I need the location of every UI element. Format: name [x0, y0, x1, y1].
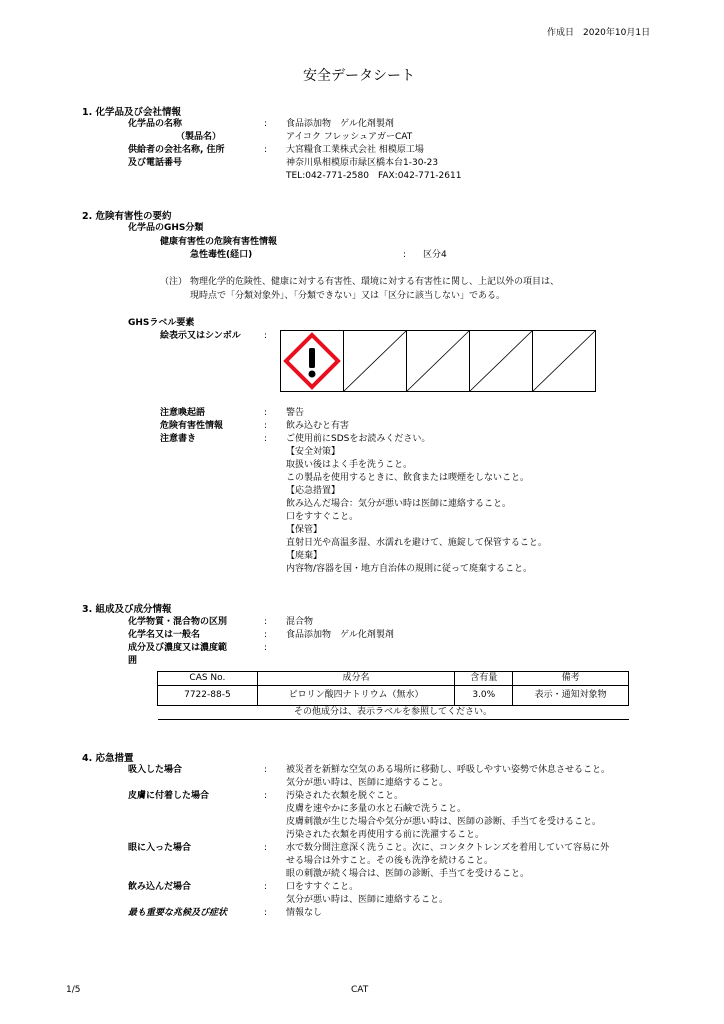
- s1-label: 化学品の名称: [128, 119, 183, 129]
- empty-slash-icon: [344, 331, 406, 391]
- s1-row: [0, 144, 724, 157]
- s3-label: 化学名又は一般名: [128, 630, 201, 640]
- section-3-heading: 3. 組成及び成分情報: [82, 604, 172, 615]
- symptom-label: 最も重要な兆候及び症状: [128, 908, 228, 918]
- empty-slash-icon: [533, 331, 595, 391]
- acute-toxicity-colon: :: [403, 250, 407, 260]
- table-header-cell: 含有量: [455, 672, 513, 686]
- inhale-line: 気分が悪い時は、医師に連絡すること。: [286, 778, 449, 788]
- s1-colon: :: [264, 145, 268, 155]
- table-cell: ピロリン酸四ナトリウム（無水）: [257, 686, 455, 706]
- s1-label: 及び電話番号: [128, 158, 183, 168]
- s1-colon: :: [264, 119, 268, 129]
- eye-row: [0, 842, 724, 855]
- s3-label: 成分及び濃度又は濃度範: [128, 643, 228, 653]
- s3-colon: :: [264, 617, 268, 627]
- precaution-line: 【廃棄】: [286, 551, 323, 561]
- swallow-line: 気分が悪い時は、医師に連絡すること。: [286, 895, 449, 905]
- skin-line: 皮膚刺激が生じた場合や気分が悪い時は、医師の診断、手当てを受けること。: [286, 817, 602, 827]
- ghs-label-elements: GHSラベル要素: [128, 318, 195, 328]
- colon: :: [264, 791, 268, 801]
- section-4-heading: 4. 応急措置: [82, 753, 134, 764]
- colon: :: [264, 408, 268, 418]
- swallow-label: 飲み込んだ場合: [128, 882, 192, 892]
- colon: :: [264, 908, 268, 918]
- pictogram-box-empty: [343, 330, 407, 392]
- hazard-statement-row: [0, 420, 724, 433]
- pictogram-box: [280, 330, 344, 392]
- table-cell: 3.0%: [455, 686, 513, 706]
- s3-row: [0, 642, 724, 655]
- symbol-label: 絵表示又はシンボル: [160, 331, 241, 341]
- s3-row: [0, 655, 724, 668]
- precaution-line: 取扱い後はよく手を洗うこと。: [286, 460, 413, 470]
- s1-value: 食品添加物 ゲル化剤製剤: [286, 119, 394, 129]
- table-header-row: [158, 672, 629, 686]
- note-line-2: 現時点で「分類対象外」、「分類できない」又は「区分に該当しない」である。: [190, 291, 506, 301]
- s1-row: [0, 157, 724, 170]
- s3-row: [0, 616, 724, 629]
- colon: :: [264, 434, 268, 444]
- acute-toxicity-value: 区分4: [423, 250, 447, 260]
- inhale-row: [0, 764, 724, 777]
- table-note-row: [158, 706, 629, 720]
- skin-row: [0, 790, 724, 803]
- footer-code: CAT: [351, 985, 369, 995]
- s3-row: [0, 629, 724, 642]
- s3-colon: :: [264, 643, 268, 653]
- empty-slash-icon: [470, 331, 532, 391]
- acute-toxicity-label: 急性毒性(経口): [190, 250, 253, 260]
- skin-label: 皮膚に付着した場合: [128, 791, 210, 801]
- hazard-statement-label: 危険有害性情報: [160, 421, 224, 431]
- s1-row: [0, 118, 724, 131]
- symptom-value: 情報なし: [286, 908, 323, 918]
- empty-slash-icon: [407, 331, 469, 391]
- skin-line: 汚染された衣類を再使用する前に洗濯すること。: [286, 830, 485, 840]
- note-prefix: （注）: [160, 277, 188, 287]
- symptom-row: [0, 907, 724, 920]
- precaution-line: 【保管】: [286, 525, 323, 535]
- s3-value: 混合物: [286, 617, 314, 627]
- pictogram-box-empty: [406, 330, 470, 392]
- colon: :: [264, 765, 268, 775]
- health-hazard-label: 健康有害性の危険有害性情報: [160, 237, 278, 247]
- hazard-statement-value: 飲み込むと有害: [286, 421, 350, 431]
- precaution-line: 口をすすぐこと。: [286, 512, 359, 522]
- creation-date: 作成日 2020年10月1日: [547, 28, 651, 38]
- precaution-label: 注意書き: [160, 434, 197, 444]
- colon: :: [264, 421, 268, 431]
- signal-word-value: 警告: [286, 408, 305, 418]
- s3-label: 囲: [128, 656, 138, 666]
- precaution-line: この製品を使用するときに、飲食または喫煙をしないこと。: [286, 473, 530, 483]
- s1-row: [0, 170, 724, 183]
- colon: :: [264, 843, 268, 853]
- precaution-line: 【安全対策】: [286, 447, 341, 457]
- document-title: 安全データシート: [303, 68, 415, 84]
- eye-label: 眼に入った場合: [128, 843, 192, 853]
- table-note: その他成分は、表示ラベルを参照してください。: [158, 706, 629, 720]
- signal-word-label: 注意喚起語: [160, 408, 206, 418]
- table-header-cell: 備考: [513, 672, 629, 686]
- s1-value: アイコク フレッシュアガーCAT: [286, 132, 413, 142]
- eye-line: せる場合は外すこと。その後も洗浄を続けること。: [286, 856, 494, 866]
- s1-value: TEL:042-771-2580 FAX:042-771-2611: [286, 171, 462, 181]
- table-row: [158, 686, 629, 706]
- s1-row: [0, 131, 724, 144]
- ghs-classification-label: 化学品のGHS分類: [128, 223, 204, 233]
- table-cell: 表示・通知対象物: [513, 686, 629, 706]
- page-number: 1/5: [66, 985, 81, 995]
- swallow-row: [0, 881, 724, 894]
- table-header-cell: CAS No.: [158, 672, 258, 686]
- precaution-line: 直射日光や高温多湿、水濡れを避けて、施錠して保管すること。: [286, 538, 547, 548]
- section-2-heading: 2. 危険有害性の要約: [82, 211, 172, 222]
- exclamation-mark-icon: [281, 331, 343, 391]
- table-cell: 7722-88-5: [158, 686, 258, 706]
- table-header-cell: 成分名: [257, 672, 455, 686]
- signal-word-row: [0, 407, 724, 420]
- s3-colon: :: [264, 630, 268, 640]
- s3-label: 化学物質・混合物の区別: [128, 617, 228, 627]
- swallow-line: 口をすすぐこと。: [286, 882, 359, 892]
- s1-label: 供給者の会社名称, 住所: [128, 145, 225, 155]
- s1-value: 大宮糧食工業株式会社 相模原工場: [286, 145, 424, 155]
- inhale-label: 吸入した場合: [128, 765, 183, 775]
- precaution-row: [0, 433, 724, 446]
- precaution-line: 内容物/容器を国・地方自治体の規則に従って廃棄すること。: [286, 564, 533, 574]
- section-1-heading: 1. 化学品及び会社情報: [82, 107, 182, 118]
- precaution-line: 飲み込んだ場合：気分が悪い時は医師に連絡すること。: [286, 499, 512, 509]
- note-line-1: 物理化学的危険性、健康に対する有害性、環境に対する有害性に関し、上記以外の項目は、: [190, 277, 560, 287]
- s1-label: （製品名）: [176, 132, 222, 142]
- precaution-line: 【応急措置】: [286, 486, 341, 496]
- pictogram-box-empty: [532, 330, 596, 392]
- skin-line: 皮膚を速やかに多量の水と石鹸で洗うこと。: [286, 804, 467, 814]
- precaution-line: ご使用前にSDSをお読みください。: [286, 434, 431, 444]
- colon: :: [264, 882, 268, 892]
- s1-value: 神奈川県相模原市緑区橋本台1-30-23: [286, 158, 439, 168]
- eye-line: 眼の刺激が続く場合は、医師の診断、手当てを受けること。: [286, 869, 530, 879]
- skin-line: 汚染された衣類を脱ぐこと。: [286, 791, 404, 801]
- eye-line: 水で数分間注意深く洗うこと。次に、コンタクトレンズを着用していて容易に外: [286, 843, 610, 853]
- composition-table: [157, 671, 629, 720]
- inhale-line: 被災者を新鮮な空気のある場所に移動し、呼吸しやすい姿勢で休息させること。: [286, 765, 611, 775]
- s3-value: 食品添加物 ゲル化剤製剤: [286, 630, 394, 640]
- pictogram-box-empty: [469, 330, 533, 392]
- symbol-colon: :: [264, 331, 268, 341]
